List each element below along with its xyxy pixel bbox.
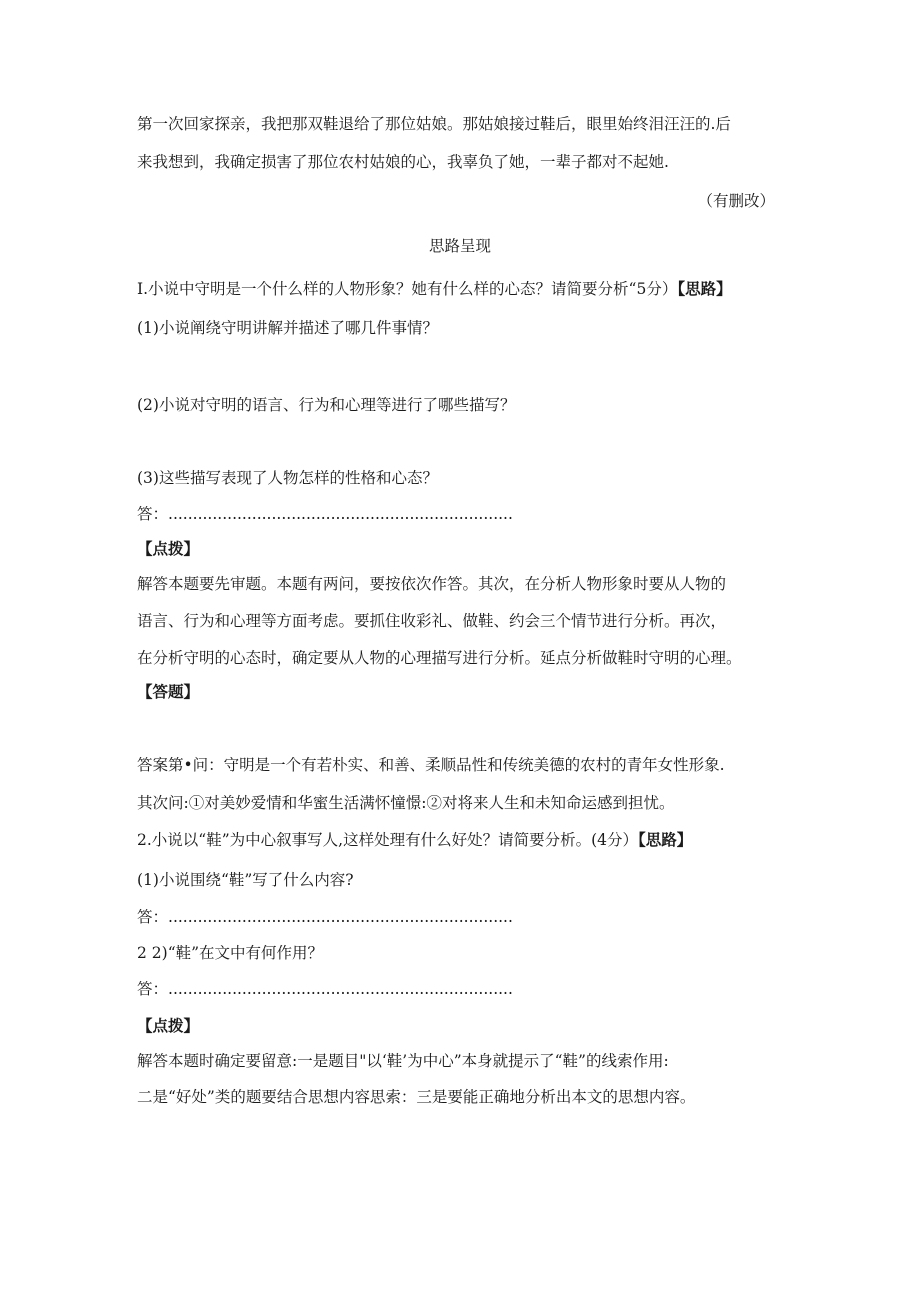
question-1-answer-1: 答案第•问：守明是一个有若朴实、和善、柔顺品性和传统美德的农村的青年女性形象. xyxy=(137,756,725,774)
answer-label: 答： xyxy=(137,908,169,926)
question-1-sub-3: (3)这些描写表现了人物怎样的性格和心态？ xyxy=(137,469,438,487)
answer-label: 答： xyxy=(137,505,169,523)
question-1-sub-2: (2)小说对守明的语言、行为和心理等进行了哪些描写？ xyxy=(137,396,516,414)
answer-dots: ...................................................................... xyxy=(168,908,513,926)
question-2-sub-2: 2 2)“鞋”在文中有何作用？ xyxy=(137,944,324,962)
question-2-text: 2.小说以“鞋”为中心叙事写人,这样处理有什么好处？请简要分析。(4分） xyxy=(137,831,638,849)
question-2-answer-line-1 xyxy=(137,906,513,928)
question-2-hint-line-1: 解答本题时确定要留意:一是题目"以‘鞋’为中心”本身就提示了“鞋”的线索作用: xyxy=(137,1052,669,1070)
answer-label: 答： xyxy=(137,980,169,998)
question-2-stem xyxy=(137,829,692,851)
question-2-answer-line-2 xyxy=(137,978,513,1000)
question-2-hint-label: 【点拨】 xyxy=(137,1016,200,1035)
answer-dots: ...................................................................... xyxy=(168,505,513,523)
question-1-sub-1: (1)小说阐绕守明讲解并描述了哪几件事情？ xyxy=(137,319,438,337)
question-1-stem xyxy=(137,278,732,300)
question-1-answer-2: 其次问:①对美妙爱情和华蜜生活满怀憧憬:②对将来人生和未知命运感到担忧。 xyxy=(137,794,675,812)
question-1-hint-line-2: 语言、行为和心理等方面考虑。要抓住收彩礼、做鞋、约会三个情节进行分析。再次， xyxy=(137,612,727,630)
question-1-answer-title: 【答题】 xyxy=(137,682,200,701)
source-note: （有删改） xyxy=(697,192,775,210)
section-title: 思路呈现 xyxy=(428,237,491,255)
question-1-answer-line xyxy=(137,503,513,525)
question-2-tag: 【思路】 xyxy=(637,830,693,849)
passage-line-1: 第一次回家探亲，我把那双鞋退给了那位姑娘。那姑娘接过鞋后，眼里始终泪汪汪的.后 xyxy=(137,115,731,133)
question-1-tag: 【思路】 xyxy=(677,279,732,298)
passage-line-2: 来我想到，我确定损害了那位农村姑娘的心，我辜负了她，一辈子都对不起她. xyxy=(137,153,669,171)
question-1-text: I.小说中守明是一个什么样的人物形象？她有什么样的心态？请简要分析“5分） xyxy=(137,280,678,298)
question-1-hint-line-1: 解答本题要先审题。本题有两问，要按依次作答。其次，在分析人物形象时要从人物的 xyxy=(137,575,727,593)
answer-dots: ...................................................................... xyxy=(168,980,513,998)
question-1-hint-label: 【点拨】 xyxy=(137,539,200,558)
question-2-sub-1: (1)小说围绕“鞋”写了什么内容? xyxy=(137,871,354,889)
question-1-hint-line-3: 在分析守明的心态时，确定要从人物的心理描写进行分析。延点分析做鞋时守明的心理。 xyxy=(137,649,742,667)
question-2-hint-line-2: 二是“好处”类的题要结合思想内容思索：三是要能正确地分析出本文的思想内容。 xyxy=(137,1088,696,1106)
